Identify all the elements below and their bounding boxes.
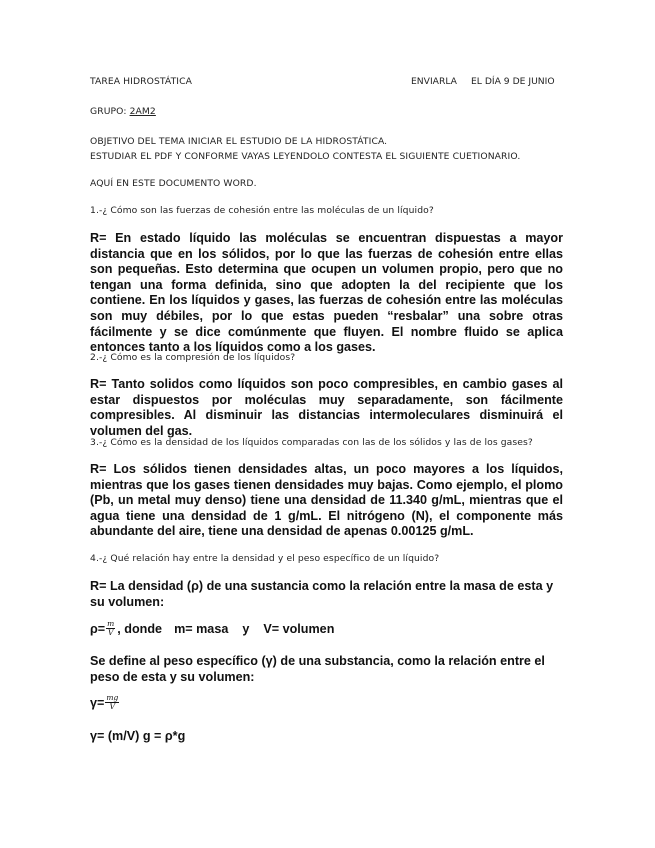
gamma-lhs: γ= <box>90 695 105 710</box>
send-label: ENVIARLA <box>411 76 457 87</box>
group-label: GRUPO: <box>90 106 130 117</box>
where-line: AQUÍ EN ESTE DOCUMENTO WORD. <box>90 178 257 189</box>
gamma-fraction <box>105 694 119 711</box>
volume-definition: V= volumen <box>263 621 335 636</box>
objective-line: OBJETIVO DEL TEMA INICIAR EL ESTUDIO DE LA HIDROSTÁTICA. <box>90 136 388 147</box>
and-text: y <box>242 621 250 636</box>
group-line <box>90 106 156 117</box>
answer-3: R= Los sólidos tienen densidades altas, un poco mayores a los líquidos, mientras que los gases tienen densidades muy bajas. Como ejemplo, el plomo (Pb, un metal muy denso) tiene una densidad de 11.340 g/mL, mientras que el agua tiene una densidad de 1 g/mL. El nitrógeno (N), el componente más abundante del aire, tiene una densidad de apenas 0.00125 g/mL. <box>90 462 563 539</box>
mass-definition: m= masa <box>174 621 229 636</box>
gamma-numerator: mg <box>106 693 119 702</box>
gamma-formula <box>90 694 121 711</box>
question-3: 3.-¿ Cómo es la densidad de los líquidos comparadas con las de los sólidos y las de los gases? <box>90 437 533 448</box>
specific-weight-text: Se define al peso específico (γ) de una substancia, como la relación entre el peso de esta y su volumen: <box>90 654 545 684</box>
deadline-date: EL DÍA 9 DE JUNIO <box>470 76 555 87</box>
density-numerator: m <box>107 619 115 628</box>
donde-text: , donde <box>117 621 163 636</box>
density-lhs: ρ= <box>90 621 106 636</box>
question-1: 1.-¿ Cómo son las fuerzas de cohesión entre las moléculas de un líquido? <box>90 205 434 216</box>
gamma-denominator: V <box>109 702 116 711</box>
deadline-line <box>411 76 555 87</box>
density-formula <box>90 620 334 637</box>
question-2: 2.-¿ Cómo es la compresión de los líquidos? <box>90 352 296 363</box>
doc-title: TAREA HIDROSTÁTICA <box>90 76 193 87</box>
density-denominator: V <box>108 628 114 637</box>
answer-4: R= La densidad (ρ) de una sustancia como la relación entre la masa de esta y su volumen: <box>90 579 554 609</box>
density-fraction <box>106 620 115 637</box>
group-value: 2AM2 <box>129 106 156 117</box>
instruction-line: ESTUDIAR EL PDF Y CONFORME VAYAS LEYENDOLO CONTESTA EL SIGUIENTE CUETIONARIO. <box>90 151 521 162</box>
final-formula: γ= (m/V) g = ρ*g <box>90 729 186 743</box>
answer-1: R= En estado líquido las moléculas se encuentran dispuestas a mayor distancia que en los sólidos, por lo que las fuerzas de cohesión entre ellas son pequeñas. Esto determina que ocupen un volumen propio, pero que no tengan una forma definida, sino que adopten la del recipiente que los contiene. En los líquidos y gases, las fuerzas de cohesión entre las moléculas son muy débiles, por lo que estas pueden “resbalar” una sobre otras fácilmente y se dice comúnmente que fluyen. El nombre fluido se aplica entonces tanto a los líquidos como a los gases. <box>90 231 563 355</box>
answer-2: R= Tanto solidos como líquidos son poco compresibles, en cambio gases al estar dispuestos por moléculas muy separadamente, son fácilmente compresibles. Al disminuir las distancias intermoleculares disminuirá el volumen del gas. <box>90 377 563 438</box>
question-4: 4.-¿ Qué relación hay entre la densidad y el peso específico de un líquido? <box>90 553 440 564</box>
